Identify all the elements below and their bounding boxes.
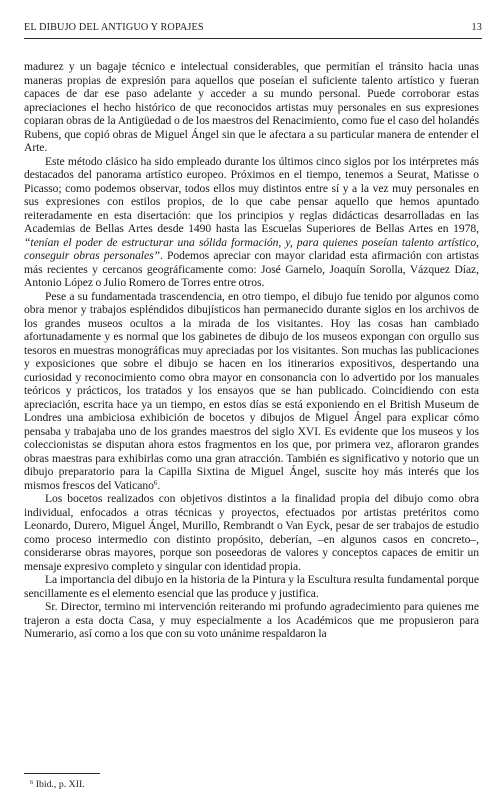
paragraph-2-text-end: . Podemos apreciar con mayor claridad esta afirmación con artistas más recientes y cercanos geográficamente como: José Garnelo, Joaquín Sorolla, Vázquez Díaz, Antonio López o Julio Romero de Torres entre otros.: [24, 249, 479, 289]
paragraph-1: madurez y un bagaje técnico e intelectual considerables, que permitían el tránsito hacia unas maneras propias de expresión para aquellos que poseían el suficiente talento artístico y fueran capaces de dar ese paso adelante y acceder a su mundo personal. Puede corroborar estas apreciaciones el hecho histórico de que reconocidos artistas muy personales en sus expresiones copiaran obras de la Antigüedad o de los maestros del Renacimiento, como fue el caso del holandés Rubens, que copió obras de Miguel Ángel sin que le afectara a su particular manera de entender el Arte.: [24, 60, 479, 154]
footnote-text: Ibid., p. XII.: [33, 779, 85, 790]
paragraph-3-text-end: .: [157, 478, 161, 492]
paragraph-6: Sr. Director, termino mi intervención reiterando mi profundo agradecimiento para quienes me trajeron a esta docta Casa, y muy especialmente a los Académicos que me propusieron para Numerario, así como a los que con su voto unánime respaldaron la: [24, 600, 479, 640]
header-rule: [24, 38, 482, 39]
paragraph-2-text: Este método clásico ha sido empleado durante los últimos cinco siglos por los intérpretes más destacados del panorama artístico europeo. Próximos en el tiempo, tenemos a Seurat, Matisse o Picasso; como podemos observar, todos ellos muy distintos entre sí y a la vez muy personales en sus expresiones con estilos propios, de lo que cabe pensar aquello que hemos apuntado reiteradamente en esta disertación: que los principios y reglas didácticas desarrolladas en las Academias de Bellas Artes desde 1490 hasta las Escuelas Superiores de Bellas Artes en 1978,: [24, 154, 479, 235]
footnote-mark: 6: [30, 779, 34, 786]
footnote: [30, 779, 85, 791]
paragraph-2: [24, 155, 479, 290]
paragraph-4: Los bocetos realizados con objetivos distintos a la finalidad propia del dibujo como obra individual, enfocados a otras técnicas y proyectos, efectuados por artistas pretéritos como Leonardo, Durero, Miguel Ángel, Murillo, Rembrandt o Van Eyck, pesar de ser trabajos de estudio como proceso intermedio con distinto propósito, deberían, –en algunos casos en concreto–, considerarse obras mayores, porque son poseedoras de valores y conceptos capaces de emitir un mensaje expresivo completo y singular con identidad propia.: [24, 492, 479, 573]
paragraph-3-text: Pese a su fundamentada trascendencia, en otro tiempo, el dibujo fue tenido por algunos como obra menor y trabajos espléndidos dibujísticos han permanecido durante siglos en los archivos de los grandes museos ocultos a la mirada de los visitantes. Hoy las cosas han cambiado afortunadamente y es normal que los gabinetes de dibujo de los museos expongan con orgullo sus tesoros en muestras monográficas muy apreciadas por los visitantes. Son muchas las publicaciones y exposiciones que sobre el dibujo se hacen en los itinerarios expositivos, despertando una curiosidad y reconocimiento como obra mayor en consonancia con lo advertido por los manuales teóricos y prácticos, los tratados y los ensayos que se han publicado. Coincidiendo con esta apreciación, escrita hace ya un tiempo, en estos días se está exponiendo en el British Museum de Londres una ambiciosa exhibición de bocetos y dibujos de Miguel Ángel para explicar cómo pensaba y trabajaba uno de los grandes maestros del siglo XVI. Es evidente que los museos y los coleccionistas se disputan ahora estos fragmentos en los que, por primera vez, afloraron grandes obras maestras para exhibirlas como una gran atracción. También es significativo y notorio que un dibujo preparatorio para la Capilla Sixtina de Miguel Ángel, suscite hoy más interés que los mismos frescos del Vaticano: [24, 289, 479, 492]
footnote-reference[interactable]: 6: [153, 478, 158, 487]
running-title: EL DIBUJO DEL ANTIGUO Y ROPAJES: [24, 22, 204, 33]
page-number: 13: [471, 22, 482, 33]
footnote-rule: [24, 773, 100, 774]
paragraph-5: La importancia del dibujo en la historia de la Pintura y la Escultura resulta fundamental porque sencillamente es el elemento esencial que las produce y justifica.: [24, 573, 479, 600]
body-text: [24, 60, 479, 641]
running-header: [24, 22, 482, 36]
paragraph-3: [24, 290, 479, 493]
paragraph-2-quote: “tenían el poder de estructurar una sólida formación, y, para quienes poseían talento artístico, conseguir obras personales”: [24, 235, 479, 262]
